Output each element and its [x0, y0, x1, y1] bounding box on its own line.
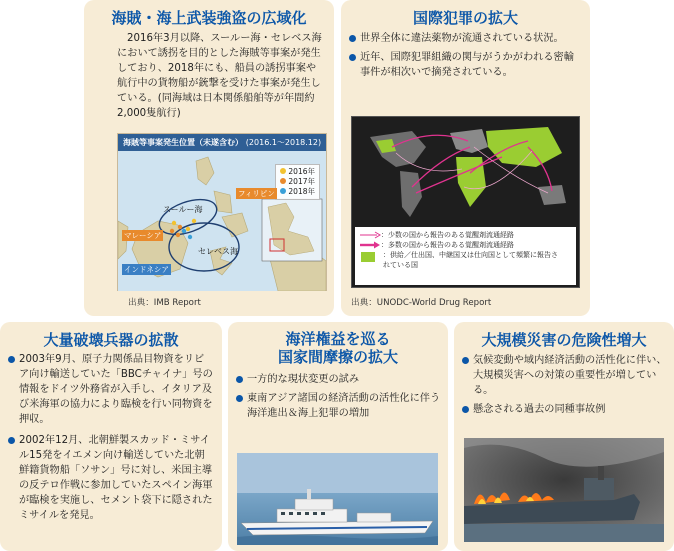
- piracy-map: [117, 133, 327, 291]
- crime-title: 国際犯罪の拡大: [412, 9, 518, 27]
- disaster-bullet-text: 気候変動や域内経済活動の活性化に伴い、大規模災害への対策の重要性が増している。: [473, 355, 667, 396]
- legend-2016-dot: [280, 168, 286, 174]
- piracy-source: 出典：IMB Report: [128, 298, 201, 308]
- crime-source: 出典：UNODC-World Drug Report: [351, 298, 492, 308]
- piracy-map-legend: [275, 164, 320, 200]
- sea-bullet: [236, 372, 442, 387]
- legend-few-label: ：少数の国から報告のある覚醒剤流通経路: [381, 231, 514, 239]
- label-sulu-sea: スールー海: [163, 205, 203, 214]
- sea-bullet-text: 東南アジア諸国の経済活動の活性化に伴う海洋進出＆海上犯罪の増加: [247, 393, 441, 419]
- bullet-dot: [462, 406, 469, 413]
- crime-bullet-text: 近年、国際犯罪組織の関与がうかがわれる密輸事件が相次いで摘発されている。: [360, 52, 574, 78]
- wmd-bullet-text: 2002年12月、北朝鮮製スカッド・ミサイル15発をイエメン向け輸送していた北朝鮮籍貨物船「ソサン」号に対し、米国主導の反テロ作戦に参加していたスペイン海軍が臨検を実施し、セメント袋下に隠されたミサイルを発見。: [19, 435, 213, 521]
- legend-many-countries: [359, 240, 572, 250]
- label-indonesia: インドネシア: [124, 265, 169, 274]
- coast-guard-ship-photo: [237, 453, 438, 545]
- piracy-panel: [84, 0, 334, 316]
- disaster-bullet-text: 懸念される過去の同種事故例: [473, 404, 606, 415]
- legend-2016-label: 2016年: [288, 167, 315, 176]
- label-philippines: フィリピン: [238, 189, 275, 198]
- coast-guard-ship-image: [237, 453, 438, 545]
- piracy-map-period: (2016.1～2018.12): [245, 138, 322, 147]
- bullet-dot: [349, 54, 356, 61]
- wmd-title: 大量破壊兵器の拡散: [43, 331, 179, 349]
- legend-2016: [280, 167, 315, 177]
- piracy-map-header: [118, 134, 326, 151]
- world-drug-route-graphic: [352, 117, 579, 225]
- legend-2018-dot: [280, 188, 286, 194]
- drug-map-legend: [355, 227, 576, 285]
- wmd-bullet: [8, 352, 214, 427]
- legend-2017-dot: [280, 178, 286, 184]
- disaster-bullet: [462, 402, 668, 417]
- wmd-panel: [0, 322, 222, 551]
- wmd-bullet: [8, 433, 214, 523]
- bullet-dot: [236, 376, 243, 383]
- legend-supply-country: [359, 250, 572, 270]
- drug-route-map: [351, 116, 580, 288]
- piracy-map-title: 海賊等事案発生位置（未遂含む）: [123, 138, 243, 147]
- legend-2017-label: 2017年: [288, 177, 315, 186]
- legend-2018-label: 2018年: [288, 187, 315, 196]
- crime-bullets: [349, 31, 583, 84]
- legend-2018: [280, 187, 315, 197]
- wmd-bullet-text: 2003年9月、原子力関係品目物資をリビア向け輸送していた「BBCチャイナ」号の情報をドイツ外務省が入手し、イタリア及び米海軍の協力により臨検を行い同物資を押収。: [19, 354, 213, 425]
- bullet-dot: [8, 437, 15, 444]
- thin-arrow-icon: [359, 231, 381, 239]
- sea-title-line2: 国家間摩擦の拡大: [277, 348, 398, 366]
- label-celebes-sea: セレベス海: [198, 247, 238, 256]
- bullet-dot: [236, 395, 243, 402]
- green-swatch-icon: [361, 252, 375, 262]
- sea-title-line1: 海洋権益を巡る: [285, 330, 391, 348]
- crime-bullet: [349, 50, 583, 80]
- crime-panel: [341, 0, 590, 316]
- bullet-dot: [8, 356, 15, 363]
- crime-bullet: [349, 31, 583, 46]
- piracy-body: 2016年3月以降、スールー海・セレベス海において誘拐を目的とした海賊等事案が発生しており、2018年にも、船員の誘拐事案や航行中の貨物船が銃撃を受けた事案が発生している。(同海域は日本関係船舶等が年間約2,000隻航行): [117, 33, 322, 119]
- label-malaysia: マレーシア: [124, 231, 162, 240]
- bullet-dot: [462, 357, 469, 364]
- sea-bullets: [236, 372, 442, 425]
- disaster-title: 大規模災害の危険性増大: [481, 331, 647, 349]
- sea-interests-panel: [228, 322, 448, 551]
- disaster-bullet: [462, 353, 668, 398]
- ship-fire-photo: [464, 438, 664, 542]
- legend-supply-label: ：供給／仕出国、中継国又は仕向国として頻繁に報告されている国: [383, 251, 558, 269]
- disaster-bullets: [462, 353, 668, 421]
- bullet-dot: [349, 35, 356, 42]
- sea-bullet-text: 一方的な現状変更の試み: [247, 374, 360, 385]
- disaster-panel: [454, 322, 674, 551]
- thick-arrow-icon: [359, 241, 381, 249]
- legend-many-label: ：多数の国から報告のある覚醒剤流通経路: [381, 241, 514, 249]
- piracy-title: 海賊・海上武装強盗の広域化: [111, 9, 307, 27]
- sea-bullet: [236, 391, 442, 421]
- crime-bullet-text: 世界全体に違法薬物が流通されている状況。: [360, 33, 564, 44]
- legend-few-countries: [359, 230, 572, 240]
- wmd-bullets: [8, 352, 214, 527]
- ship-fire-image: [464, 438, 664, 542]
- legend-2017: [280, 177, 315, 187]
